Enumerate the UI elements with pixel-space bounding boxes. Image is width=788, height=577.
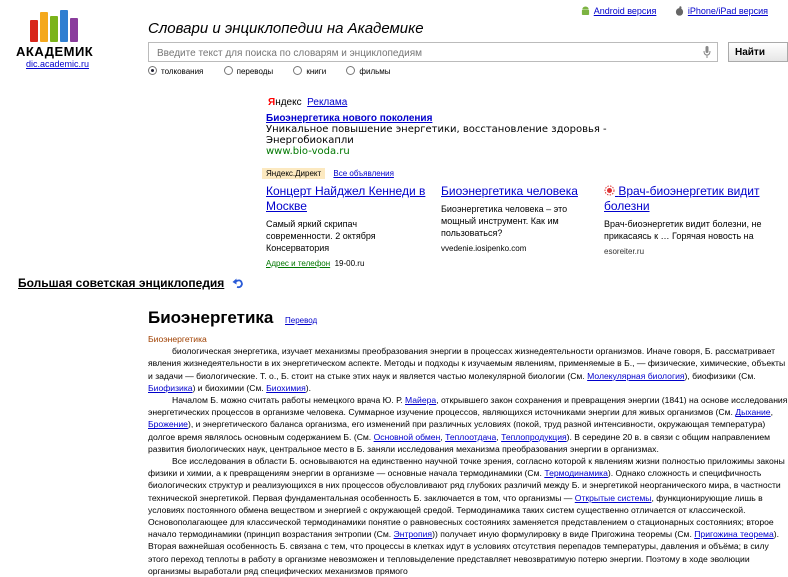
top-ad-title[interactable]: Биоэнергетика нового поколения	[266, 113, 433, 124]
top-links	[565, 6, 768, 16]
article-link[interactable]: Биофизика	[148, 382, 193, 393]
mode-label: книги	[306, 67, 327, 76]
ad-title[interactable]: Концерт Найджел Кеннеди в Москве	[266, 184, 426, 213]
ad-title[interactable]: Врач-биоэнергетик видит болезни	[604, 184, 760, 213]
article-link[interactable]: Основной обмен	[373, 431, 441, 442]
radio[interactable]	[346, 66, 355, 75]
ad-text: Врач-биоэнергетик видит болезни, не прикасаясь к … Горячая новость на	[604, 219, 762, 241]
ad-url[interactable]: vvedenie.iosipenko.com	[441, 244, 527, 253]
radio-selected[interactable]	[148, 66, 157, 75]
mode-knigi[interactable]	[293, 67, 326, 76]
top-ad[interactable]	[266, 113, 686, 157]
android-version-link[interactable]	[581, 6, 659, 16]
microphone-icon[interactable]	[703, 46, 711, 58]
article-paragraph: Началом Б. можно считать работы немецкого врача Ю. Р. Майера, открывшего закон сохранения и превращения энергии (1841) на основе исследования энергетических процессов в организме человека. Суммарное изучение процессов, являющихся источниками энергии для живых организмов (См. Дыхание, Брожение), и энергетического баланса организма, его изменений при различных условиях (покой, труд разной интенсивности, окружающая температура) долгое время являлось основным содержанием Б. (См. Основной обмен, Теплоотдача, Теплопродукция). В середине 20 в. в связи с общим направлением развития биологических наук, центральное место в Б. заняли исследования механизма преобразования энергии в организмах.	[148, 395, 788, 454]
logo-url[interactable]: dic.academic.ru	[26, 59, 90, 69]
search-input[interactable]	[149, 45, 705, 63]
mode-label: переводы	[236, 67, 274, 76]
iphone-version-link[interactable]	[675, 6, 768, 16]
yandex-brand[interactable]: Яндекс	[268, 97, 302, 108]
yandex-direct-label[interactable]: Яндекс.Директ	[262, 168, 325, 179]
mode-filmy[interactable]	[346, 67, 390, 76]
encyclopedia-title	[18, 276, 244, 290]
ad-column-concert[interactable]	[266, 184, 426, 268]
article-paragraph: биологическая энергетика, изучает механизмы преобразования энергии в процессах жизнедеятельности организмов. Иначе говоря, Б. рассматривает явления жизнедеятельности в их энергетическом аспекте. Методы и подходы к изучаемым явлениям, применяемые в Б., — физические, химические, объекты и задачи — биологические. Т. о., Б. стоит на стыке этих наук и является частью молекулярной биологии (См. Молекулярная биология), биофизики (См. Биофизика) и биохимии (См. Биохимия).	[148, 346, 786, 393]
back-arrow-icon[interactable]	[232, 277, 244, 289]
article-link[interactable]: Молекулярная биология	[587, 370, 685, 381]
article-body	[148, 333, 788, 577]
article-headword: Биоэнергетика	[148, 334, 207, 344]
article-paragraph: Все исследования в области Б. основываются на единственно научной точке зрения, согласно которой к явлениям жизни полностью приложимы законы физики и химии, а к превращениям энергии в организме — основные начала термодинамики (См. Термодинамика). Однако сложность и специфичность биологических структур и реализующихся в них процессов обусловливают ряд глубоких различий между Б. и энергетикой неорганического мира, в частности технической энергетикой. Первая фундаментальная особенность Б. заключается в том, что организмы — Открытые системы, функционирующие лишь в условиях постоянного обмена веществом и энергией с окружающей средой. Термодинамика таких систем существенно отличается от классической. Основополагающее для классической термодинамики понятие о равновесных состояниях заменяется представлением о стационарных состояниях; второе начало термодинамики (принцип возрастания энтропии (См. Энтропия)) получает иную формулировку в виде Пригожина теоремы (См. Пригожина теорема). Вторая важнейшая особенность Б. связана с тем, что процессы в клетках идут в условиях отсутствия перепадов температуры, давления и объёма; в силу этого переход теплоты в работу в организме невозможен и тепловыделение представляет невозвратимую потерю энергии. Поэтому в ходе эволюции организмы выработали ряд специфических механизмов прямого	[148, 456, 785, 576]
ad-text: Самый яркий скрипач современности. 2 октября Консерватория	[266, 219, 376, 253]
ad-url[interactable]: esoreiter.ru	[604, 247, 645, 256]
article-link[interactable]: Энтропия	[393, 529, 433, 540]
top-ad-text: Уникальное повышение энергетики, восстановление здоровья - Энергобиокапли	[266, 124, 607, 146]
ad-label-link[interactable]: Реклама	[307, 97, 348, 108]
article-link[interactable]: Термодинамика	[544, 468, 608, 479]
ad-column-doctor[interactable]	[604, 184, 784, 256]
article-link[interactable]: Пригожина теорема	[694, 529, 774, 540]
search-button[interactable]: Найти	[728, 42, 788, 62]
yandex-brand-text: ндекс	[275, 97, 302, 108]
article-link[interactable]: Брожение	[148, 419, 188, 430]
translate-link[interactable]: Перевод	[285, 316, 318, 325]
android-icon	[581, 6, 590, 16]
article-title: Биоэнергетика	[148, 308, 274, 327]
article-link[interactable]: Теплопродукция	[501, 431, 567, 442]
ad-text: Биоэнергетика человека – это мощный инструмент. Как им пользоваться?	[441, 204, 568, 238]
mode-label: фильмы	[359, 67, 391, 76]
article-link[interactable]: Дыхание	[735, 407, 771, 418]
ad-title-row[interactable]	[604, 184, 784, 214]
encyclopedia-link[interactable]: Большая советская энциклопедия	[18, 276, 225, 290]
logo-books-icon	[30, 8, 88, 42]
address-phone-link[interactable]: Адрес и телефон	[266, 259, 331, 268]
article-link[interactable]: Теплоотдача	[445, 431, 497, 442]
ad-column-bioenergy[interactable]	[441, 184, 591, 253]
iphone-version-label[interactable]: iPhone/iPad версия	[687, 6, 768, 16]
radio[interactable]	[293, 66, 302, 75]
search-modes	[148, 66, 409, 76]
ad-url	[266, 259, 426, 268]
top-ad-url[interactable]: www.bio-voda.ru	[266, 146, 350, 157]
sun-icon	[604, 185, 615, 196]
ad-header	[268, 97, 347, 108]
site-logo[interactable]	[16, 8, 94, 69]
direct-bar	[262, 169, 394, 178]
article-link[interactable]: Майера	[405, 395, 437, 406]
ad-domain[interactable]: 19-00.ru	[334, 259, 365, 268]
article-link[interactable]: Биохимия	[266, 382, 306, 393]
article-link[interactable]: Открытые системы	[574, 492, 652, 503]
ad-title[interactable]: Биоэнергетика человека	[441, 184, 578, 198]
android-version-label[interactable]: Android версия	[593, 6, 657, 16]
mode-tolkovaniya[interactable]	[148, 67, 203, 76]
mode-label: толкования	[161, 67, 204, 76]
logo-name: АКАДЕМИК	[16, 44, 94, 59]
radio[interactable]	[224, 66, 233, 75]
apple-icon	[675, 6, 684, 16]
mode-perevody[interactable]	[224, 67, 274, 76]
all-ads-link[interactable]: Все объявления	[333, 169, 394, 178]
search-box	[148, 42, 718, 62]
site-title: Словари и энциклопедии на Академике	[148, 20, 424, 37]
